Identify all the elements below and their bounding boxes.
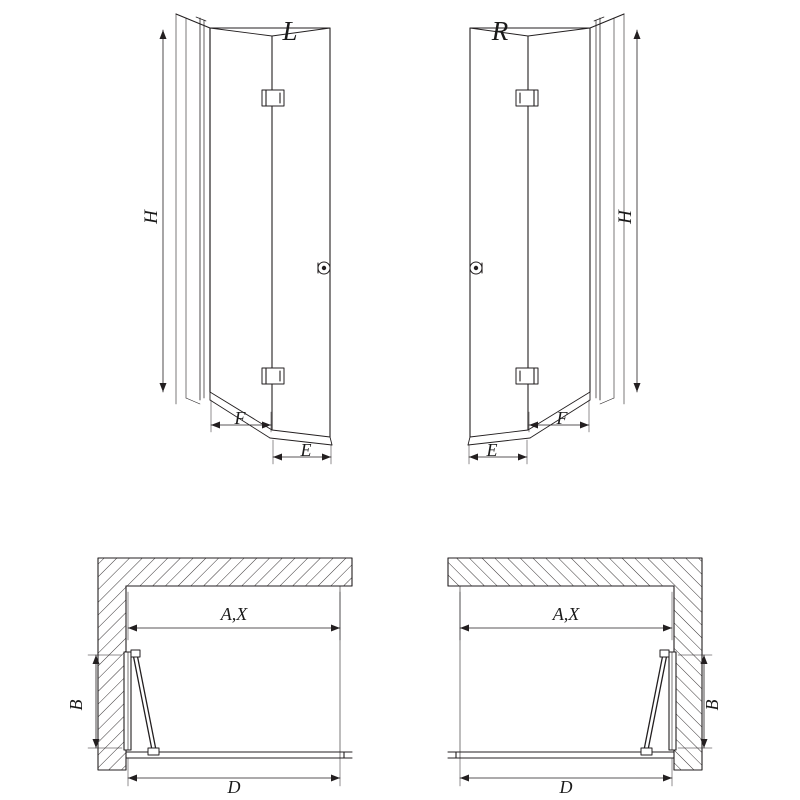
dim-label-d-right: D [559, 777, 573, 797]
dim-label-b-right: B [702, 699, 722, 711]
elevation-left-view [160, 14, 333, 464]
dim-label-height-right: H [615, 210, 636, 224]
plan-right-view [448, 558, 712, 786]
dim-label-e-right: E [486, 440, 498, 460]
dim-label-e-left: E [300, 440, 312, 460]
variant-label-right: R [491, 16, 509, 46]
dim-label-d-left: D [227, 777, 241, 797]
dim-label-ax-right: A,X [552, 604, 580, 624]
dim-label-ax-left: A,X [220, 604, 248, 624]
dim-label-b-left: B [66, 699, 86, 711]
elevation-right-view [468, 14, 641, 464]
dim-label-f-left: F [234, 408, 246, 428]
plan-left-view [88, 558, 352, 786]
variant-label-left: L [282, 16, 298, 46]
dim-label-f-right: F [556, 408, 568, 428]
dim-label-height-left: H [141, 210, 162, 224]
